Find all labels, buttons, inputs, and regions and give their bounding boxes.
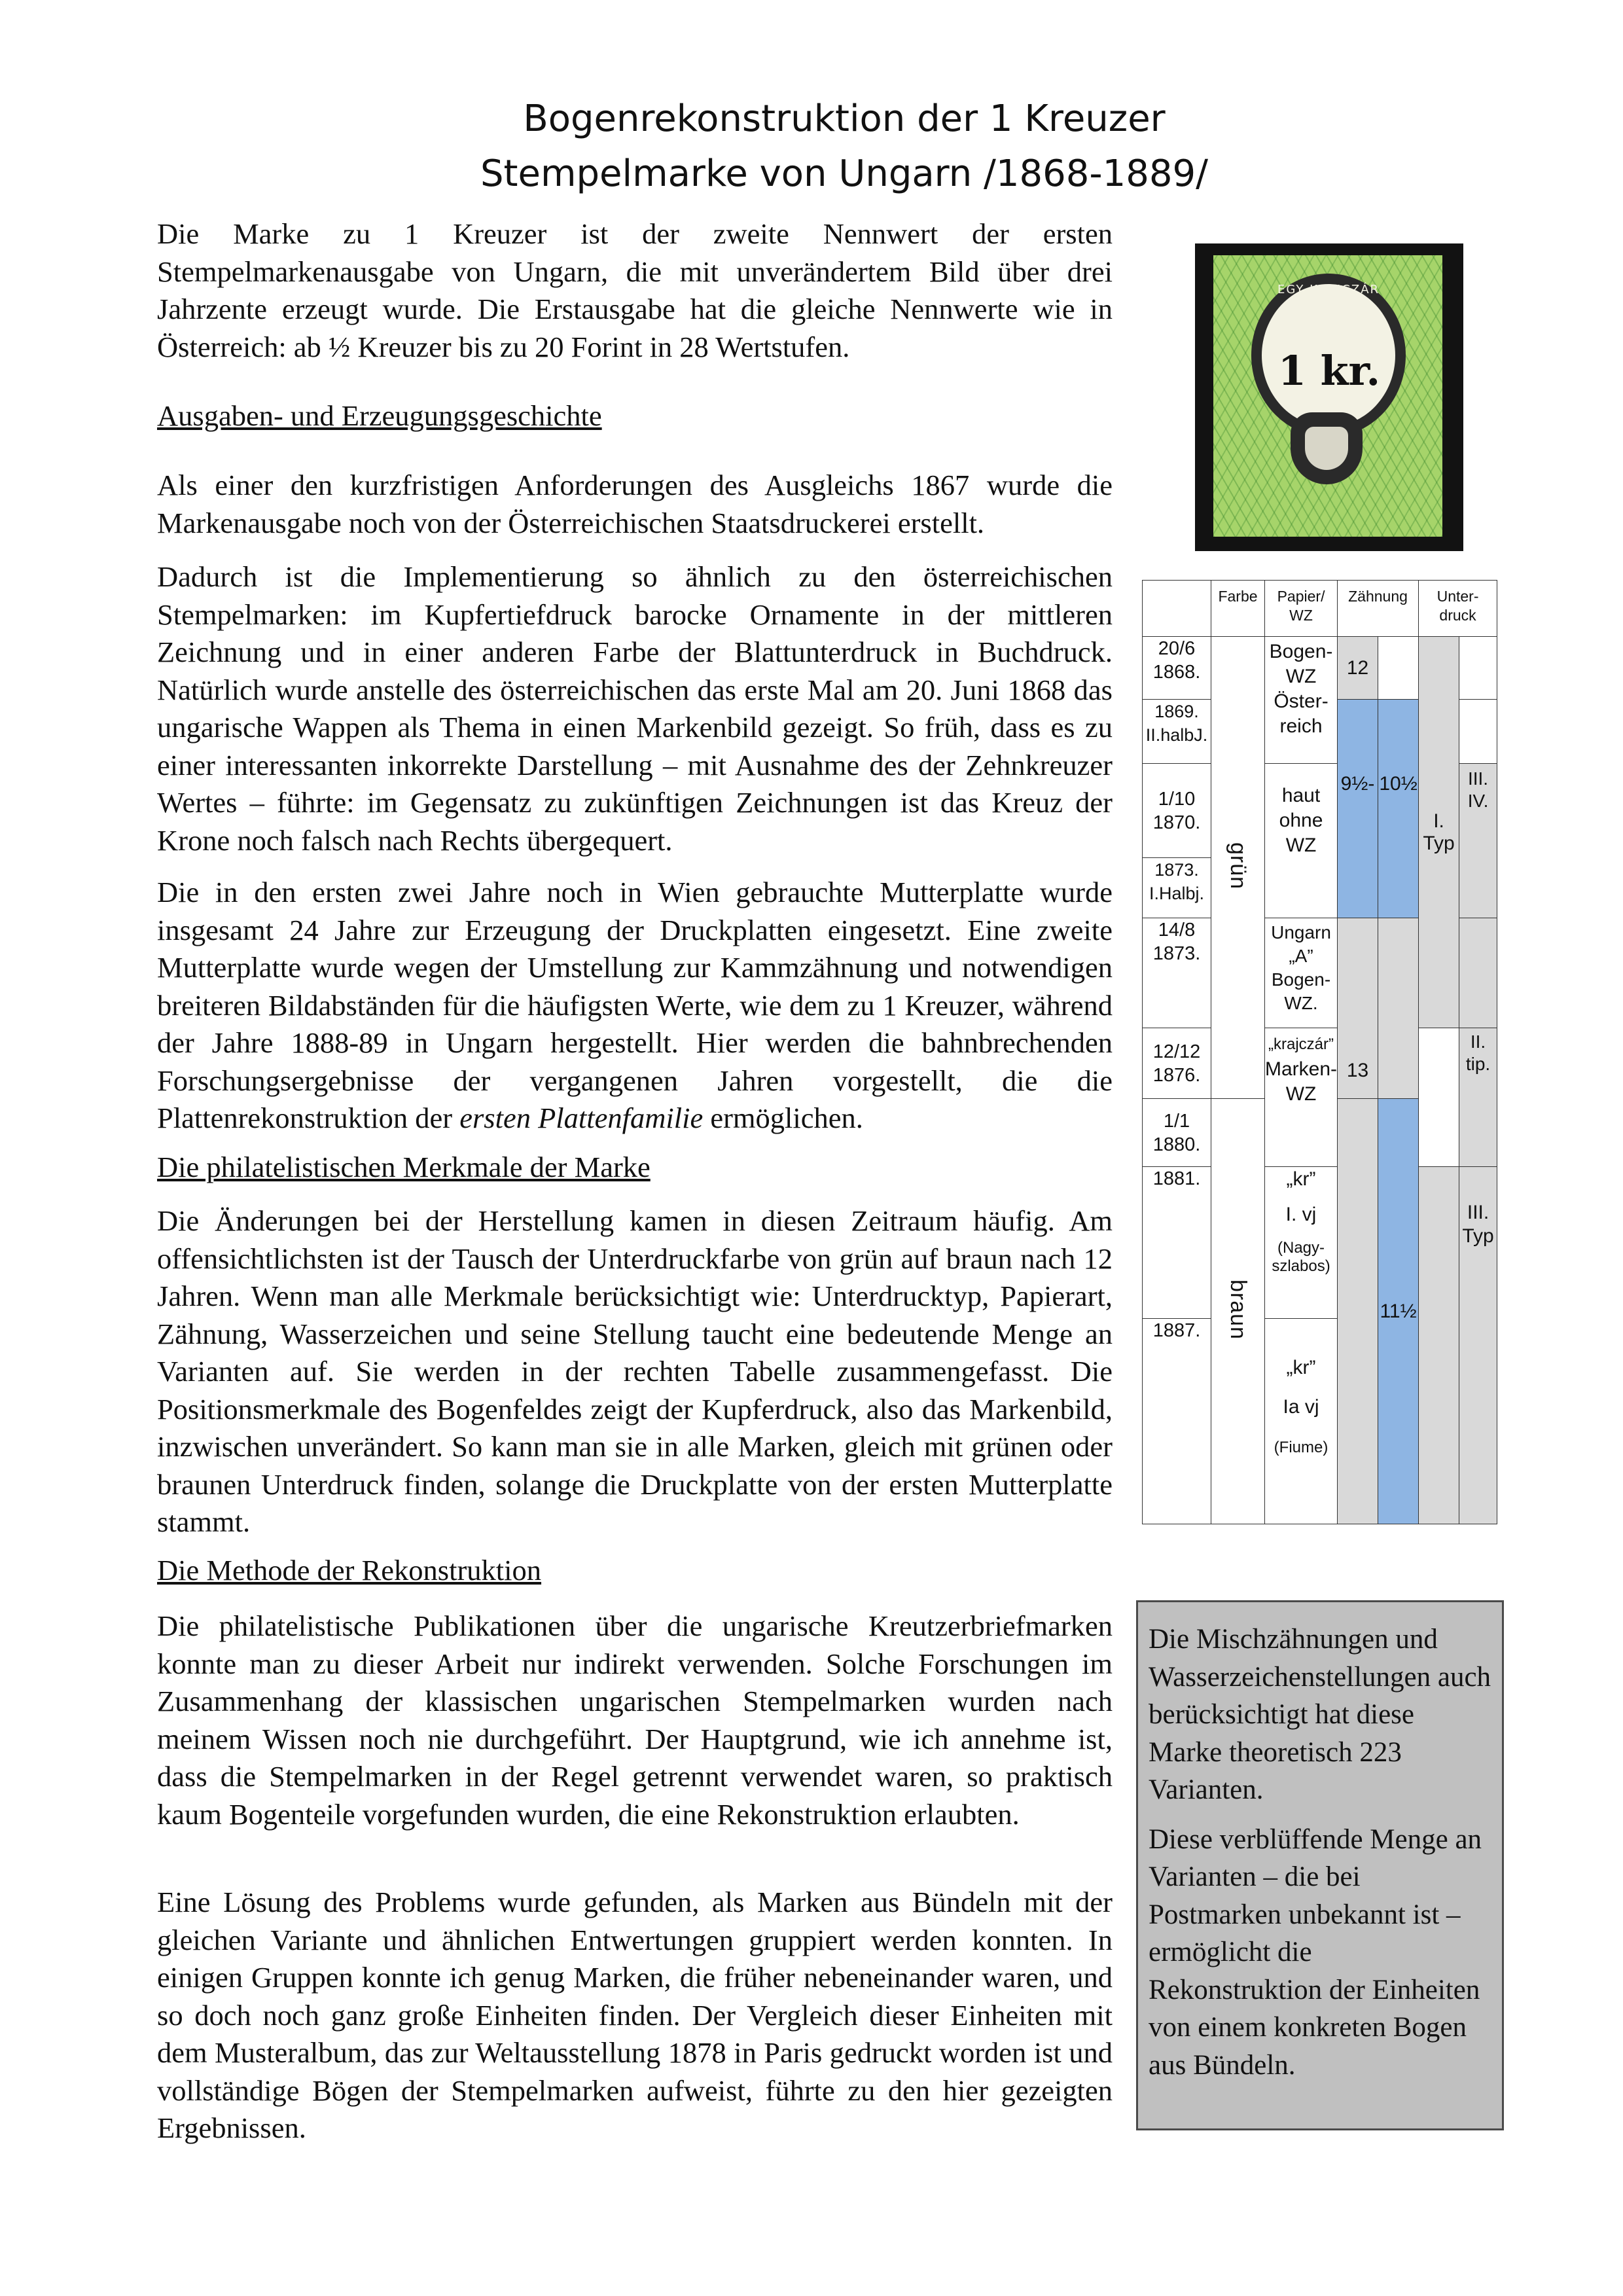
unterdruck-tip-2: II. tip. xyxy=(1459,1028,1497,1167)
table-header-corner xyxy=(1143,581,1211,637)
farbe-braun: braun xyxy=(1226,1280,1251,1340)
crest-shield-icon xyxy=(1305,427,1348,470)
crest-icon xyxy=(1291,412,1363,484)
papier-kr-2: „kr” xyxy=(1286,1357,1316,1378)
date-1873: 14/8 1873. xyxy=(1143,918,1211,1028)
unterdruck-typ-1: I. Typ xyxy=(1419,637,1459,1028)
zaehnung-10-half: 10½ xyxy=(1378,700,1419,918)
unterdruck-empty-2 xyxy=(1459,700,1497,764)
date-1873-h1 xyxy=(1143,858,1211,918)
page-title xyxy=(393,92,1296,202)
date-1869-text: 1869. II.halbJ. xyxy=(1145,702,1208,745)
heading-features: Die philatelistischen Merkmale der Marke xyxy=(157,1151,651,1183)
unterdruck-typ-3-4: III. IV. xyxy=(1459,764,1497,918)
unterdruck-empty-3 xyxy=(1419,1028,1459,1167)
papier-kr-2-cell xyxy=(1265,1319,1338,1524)
zaehnung-13-text: 13 xyxy=(1346,1060,1369,1081)
unterdruck-typ-3: III. Typ xyxy=(1459,1167,1497,1524)
table-header-papier: Papier/ WZ xyxy=(1265,581,1338,637)
papier-kr-1: „kr” xyxy=(1286,1168,1316,1190)
papier-nagyszlabos: (Nagy- szlabos) xyxy=(1272,1239,1330,1275)
papier-marken-wz: Marken- WZ xyxy=(1265,1058,1338,1105)
zaehnung-empty-1 xyxy=(1378,637,1419,700)
zaehnung-13 xyxy=(1338,1060,1378,1524)
varianten-table xyxy=(1142,580,1497,1524)
stamp-ring-text: EGY KRAJCZÁR xyxy=(1277,283,1380,296)
title-line-2: Stempelmarke von Ungarn /1868-1889/ xyxy=(480,152,1208,195)
date-1873-h1-text: 1873. I.Halbj. xyxy=(1149,860,1205,903)
stamp-value: 1 kr. xyxy=(1277,347,1381,395)
table-header-unterdruck: Unter- druck xyxy=(1419,581,1497,637)
zaehnung-9-half: 9½- xyxy=(1338,700,1378,918)
method-paragraph-2: Eine Lösung des Problems wurde gefunden, als Marken aus Bündeln mit der gleichen Variante und ähnlichen Entwertungen gruppiert werden konnten. In einigen Gruppen konnte ich genug Marken, die früher nebeneinander waren, und so doch noch ganz große Einheiten finden. Der Vergleich dieser Einheiten mit dem Musteralbum, das zur Weltausstellung 1878 in Paris gedruckt worden ist und vollständige Bögen der Stempelmarken aufweist, führte zu den hier gezeigten Ergebnissen. xyxy=(157,1886,1113,2144)
papier-ia-vj: Ia vj xyxy=(1283,1396,1319,1418)
papier-krajczar-cell xyxy=(1265,1028,1338,1167)
date-1868: 20/6 1868. xyxy=(1143,637,1211,700)
date-1869 xyxy=(1143,700,1211,764)
farbe-braun-cell xyxy=(1211,1099,1265,1524)
papier-i-vj: I. vj xyxy=(1285,1204,1317,1225)
history-paragraph-3 xyxy=(157,874,1113,1138)
date-1876: 12/12 1876. xyxy=(1143,1028,1211,1099)
date-1880: 1/1 1880. xyxy=(1143,1099,1211,1167)
farbe-gruen-cell xyxy=(1211,637,1265,1099)
stamp-image xyxy=(1195,243,1463,551)
note-paragraph-2: Diese verblüffende Menge an Varianten – die bei Postmarken unbekannt ist – ermöglicht die Rekonstruktion der Einheiten von einem konkreten Bogen aus Bündeln. xyxy=(1149,1823,1482,2081)
note-box xyxy=(1136,1600,1504,2130)
stamp-underprint xyxy=(1213,255,1442,537)
table-header-farbe: Farbe xyxy=(1211,581,1265,637)
date-1881: 1881. xyxy=(1143,1167,1211,1319)
farbe-gruen: grün xyxy=(1226,842,1251,890)
zaehnung-11-half: 11½ xyxy=(1378,1099,1419,1524)
date-1870: 1/10 1870. xyxy=(1143,764,1211,858)
papier-haut-ohne-wz: haut ohne WZ xyxy=(1265,764,1338,918)
zaehnung-grey-column-2 xyxy=(1378,918,1419,1099)
features-paragraph: Die Änderungen bei der Herstellung kamen in diesen Zeitraum häufig. Am offensichtlichsten ist der Tausch der Unterdruckfarbe von grün auf braun nach 12 Jahren. Wenn man alle Merkmale berücksichtigt wie: Unterdrucktyp, Papierart, Zähnung, Wasserzeichen und seine Stellung taucht eine bedeutende Menge an Varianten auf. Sie werden in der rechten Tabelle zusammengefasst. Die Positionsmerkmale des Bogenfeldes zeigt der Kupferdruck, also das Markenbild, inzwischen unverändert. So kann man sie in alle Marken, gleich mit grünen oder braunen Unterdruck finden, solange die Druckplatte von der ersten Mutterplatte stammt. xyxy=(157,1204,1113,1538)
history-paragraph-1: Als einer den kurzfristigen Anforderungen des Ausgleichs 1867 wurde die Markenausgabe noch von der Österreichischen Staatsdruckerei erstellt. xyxy=(157,469,1113,539)
papier-bogen-wz: Bogen- WZ Öster- reich xyxy=(1265,637,1338,764)
title-line-1: Bogenrekonstruktion der 1 Kreuzer xyxy=(523,98,1166,140)
history-text-b: ermöglichen. xyxy=(703,1102,863,1134)
heading-method: Die Methode der Rekonstruktion xyxy=(157,1554,542,1587)
unterdruck-grey-3 xyxy=(1419,1167,1459,1524)
heading-history: Ausgaben- und Erzeugungsgeschichte xyxy=(157,399,602,432)
unterdruck-grey-2 xyxy=(1459,918,1497,1028)
note-paragraph-1: Die Mischzähnungen und Wasserzeichenstellungen auch berücksichtigt hat diese Marke theoretisch 223 Varianten. xyxy=(1149,1624,1491,1805)
history-paragraph-2: Dadurch ist die Implementierung so ähnlich zu den österreichischen Stempelmarken: im Kupfertiefdruck barocke Ornamente in der mittleren Zeichnung und in einer anderen Farbe der Blattunterdruck in Buchdruck. Natürlich wurde anstelle des österreichischen das erste Mal am 20. Juni 1868 das ungarische Wappen als Thema in einen Markenbild gezeigt. So früh, dass es zu einer interessanten inkorrekte Darstellung – mit Ausnahme des der Zehnkreuzer Wertes – führte: im Gegensatz zu zukünftigen Zeichnungen ist das Kreuz der Krone noch falsch nach Rechts übergequert. xyxy=(157,560,1113,857)
date-1887: 1887. xyxy=(1143,1319,1211,1524)
papier-fiume: (Fiume) xyxy=(1274,1439,1329,1456)
method-paragraph-1: Die philatelistische Publikationen über die ungarische Kreutzerbriefmarken konnte man zu dieser Arbeit nur indirekt verwenden. Solche Forschungen im Zusammenhang der klassischen ungarischen Stempelmarken wurden nach meinem Wissen noch nie durchgeführt. Der Hauptgrund, wie ich annehme ist, dass die Stempelmarken in der Regel getrennt verwendet waren, so praktisch kaum Bogenteile vorgefunden wurden, die eine Rekonstruktion erlaubten. xyxy=(157,1609,1113,1831)
papier-ungarn-a: Ungarn „A” Bogen- WZ. xyxy=(1265,918,1338,1028)
unterdruck-empty-1 xyxy=(1459,637,1497,700)
zaehnung-12: 12 xyxy=(1338,637,1378,700)
intro-paragraph: Die Marke zu 1 Kreuzer ist der zweite Nennwert der ersten Stempelmarkenausgabe von Ungarn, die mit unverändertem Bild über drei Jahrzente erzeugt wurde. Die Erstausgabe hat die gleiche Nennwerte wie in Österreich: ab ½ Kreuzer bis zu 20 Forint in 28 Wertstufen. xyxy=(157,217,1113,363)
papier-krajczar: „krajczár” xyxy=(1268,1035,1334,1053)
papier-kr-1-cell xyxy=(1265,1167,1338,1319)
history-text-italic: ersten Plattenfamilie xyxy=(459,1102,704,1134)
table-header-zaehnung: Zähnung xyxy=(1338,581,1419,637)
history-text-a: Die in den ersten zwei Jahre noch in Wien gebrauchte Mutterplatte wurde insgesamt 24 Jahre zur Erzeugung der Druckplatten eingesetzt. Eine zweite Mutterplatte wurde wegen der Umstellung zur Kammzähnung und notwendigen breiteren Bildabständen für die häufigsten Werte, wie dem zu 1 Kreuzer, während der Jahre 1888-89 in Ungarn hergestellt. Hier werden die bahnbrechenden Forschungsergebnisse der vergangenen Jahren vorgestellt, die die Plattenrekonstruktion der xyxy=(157,876,1113,1134)
